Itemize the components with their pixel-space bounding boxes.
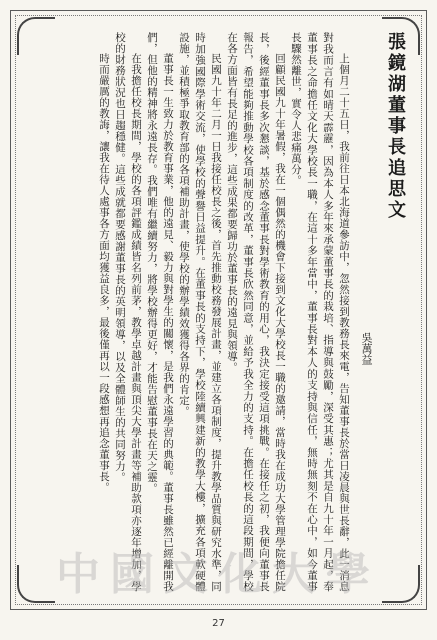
article-title: 張鏡湖董事長追思文: [385, 32, 406, 221]
paragraph: 民國九十年二月一日我接任校長之後，首先推動校務發展計畫，並建立各項制度，提升教學品質與研究水準，同時加強國際學術交流，使學校的聲譽日益提升。在董事長的支持下，學校陸續興建新的教學大樓，擴充各項軟硬體設施，並積極爭取教育部的各項補助計畫，使學校的辦學績效獲得各界的肯定。: [178, 32, 222, 592]
paragraph: 在我擔任校長期間，學校的各項評鑑成績皆名列前茅，教學卓越計畫與頂尖大學計畫等補助款項亦逐年增加，學校的財務狀況也日趨穩健。這些成就都要感謝董事長的英明領導，以及全體師生的共同努力。: [114, 32, 142, 592]
page-number: 27: [212, 618, 225, 629]
vertical-text-body: [34, 32, 408, 592]
author-name: 吳萬益: [360, 332, 373, 365]
paragraph: 回顧民國九十年暑假，我在一個偶然的機會下接到文化大學校長一職的邀請，當時我在成功大學管理學院擔任院長，後經董事長多次懇談，基於感念董事長對學術教育的用心，我決定接受這項挑戰。在接任之初，我便向董事長報告，希望能夠推動學校各項制度的改革，董事長欣然同意，並給予我全力的支持。在擔任校長的這段期間，學校在各方面皆有長足的進步，這些成果都要歸功於董事長的遠見與領導。: [226, 32, 286, 592]
paragraph: 時而嚴厲的教誨，讓我在待人處事各方面均獲益良多，最後僅再以一段感想再追念董事長。: [98, 53, 110, 493]
paragraph: 董事長一生致力於教育事業，他的遠見、毅力與對學生的關懷，是我們永遠學習的典範。董事長雖然已經離開我們，但他的精神將永遠長存。我們唯有繼續努力，將學校辦得更好，才能告慰董事長在天之靈。: [146, 32, 174, 592]
watermark-logo: 中國文化大學: [56, 549, 380, 600]
paragraph: 上個月二十五日，我前往日本北海道參訪中，忽然接到教務長來電，告知董事長於當日凌晨與世長辭，此一消息對我而言有如晴天霹靂，因為本人多年來承蒙董事長的栽培、指導與鼓勵，深受其惠；尤其是自九十年一月起，奉董事長之命擔任文化大學校長一職，在這十多年當中，董事長對本人的支持與信任，無時無刻不在心中，如今董事長驟然離世，實令人悲痛萬分。: [290, 32, 350, 592]
